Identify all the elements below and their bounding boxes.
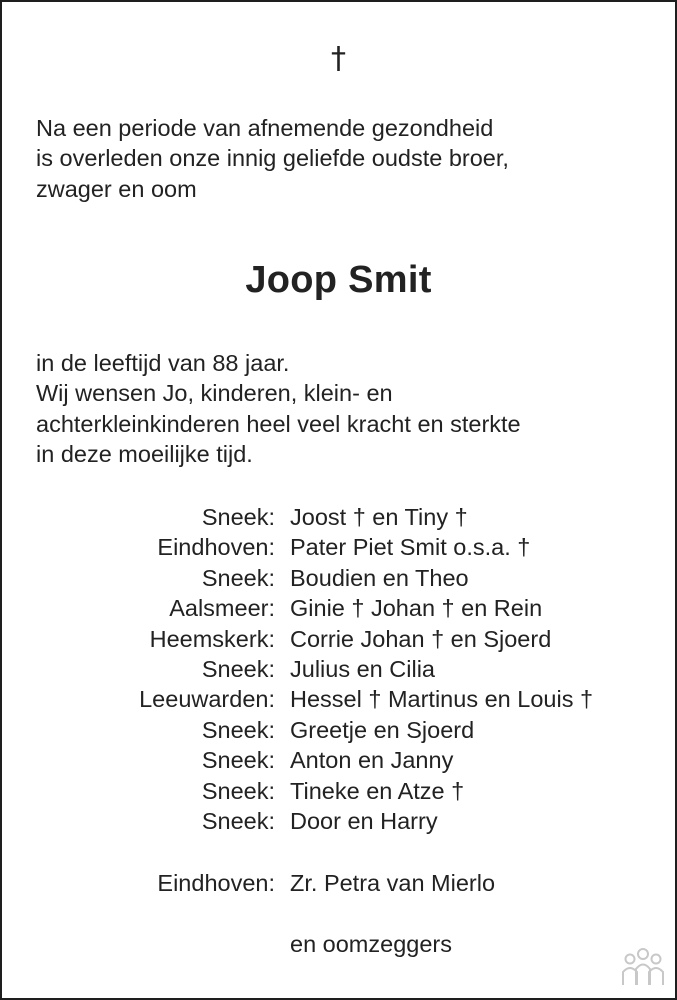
- closing-line: Wij wensen Jo, kinderen, klein- en: [36, 380, 393, 407]
- people-group-icon: [619, 945, 667, 987]
- relative-row: [2, 868, 675, 898]
- relative-row: [2, 929, 675, 959]
- relative-place: Aalsmeer:: [169, 595, 275, 622]
- relative-names: Julius en Cilia: [290, 655, 435, 682]
- relative-names: Door en Harry: [290, 807, 438, 834]
- relative-names: Corrie Johan † en Sjoerd: [290, 625, 552, 652]
- relative-row: [2, 624, 675, 654]
- intro-line: is overleden onze innig geliefde oudste broer,: [36, 145, 509, 172]
- closing-line: in de leeftijd van 88 jaar.: [36, 350, 290, 376]
- cross-icon: †: [331, 41, 346, 76]
- relative-place: Leeuwarden:: [139, 686, 275, 713]
- relative-place: Sneek:: [201, 807, 275, 834]
- relative-names: Greetje en Sjoerd: [290, 716, 475, 743]
- deceased-name: Joop Smit: [245, 259, 432, 301]
- relative-place: Sneek:: [201, 564, 275, 591]
- relative-place: Heemskerk:: [149, 625, 275, 652]
- intro-line: zwager en oom: [36, 175, 197, 202]
- relative-names: Boudien en Theo: [290, 564, 469, 591]
- nephews-nieces: [2, 929, 675, 959]
- relative-row: [2, 532, 675, 562]
- closing-line: in deze moeilijke tijd.: [36, 440, 253, 467]
- extra-relative: [2, 868, 675, 898]
- relative-place: Eindhoven:: [157, 534, 275, 561]
- relative-place: Sneek:: [201, 716, 275, 743]
- closing-text: [36, 348, 521, 469]
- relative-row: [2, 654, 675, 684]
- relative-place: Sneek:: [201, 504, 275, 530]
- relative-names: Tineke en Atze †: [290, 777, 465, 804]
- relative-row: [2, 563, 675, 593]
- relative-names: Anton en Janny: [290, 747, 454, 774]
- relative-row: [2, 745, 675, 775]
- nephews-nieces-text: en oomzeggers: [290, 931, 452, 957]
- closing-line: achterkleinkinderen heel veel kracht en sterkte: [36, 410, 521, 437]
- relative-place: Sneek:: [201, 777, 275, 804]
- relative-names: Zr. Petra van Mierlo: [290, 870, 496, 896]
- relative-place: Sneek:: [201, 655, 275, 682]
- relative-names: Ginie † Johan † en Rein: [290, 595, 543, 622]
- intro-text: [36, 113, 509, 204]
- relative-place: Eindhoven:: [157, 870, 275, 896]
- relative-row: [2, 502, 675, 532]
- relative-place: Sneek:: [201, 747, 275, 774]
- relative-names: Hessel † Martinus en Louis †: [290, 686, 594, 713]
- intro-line: Na een periode van afnemende gezondheid: [36, 115, 494, 141]
- relative-row: [2, 776, 675, 806]
- relative-names: Pater Piet Smit o.s.a. †: [290, 534, 531, 561]
- relative-row: [2, 806, 675, 836]
- relatives-list: [2, 502, 675, 836]
- relative-row: [2, 715, 675, 745]
- relative-row: [2, 593, 675, 623]
- relative-names: Joost † en Tiny †: [290, 504, 468, 530]
- relative-row: [2, 684, 675, 714]
